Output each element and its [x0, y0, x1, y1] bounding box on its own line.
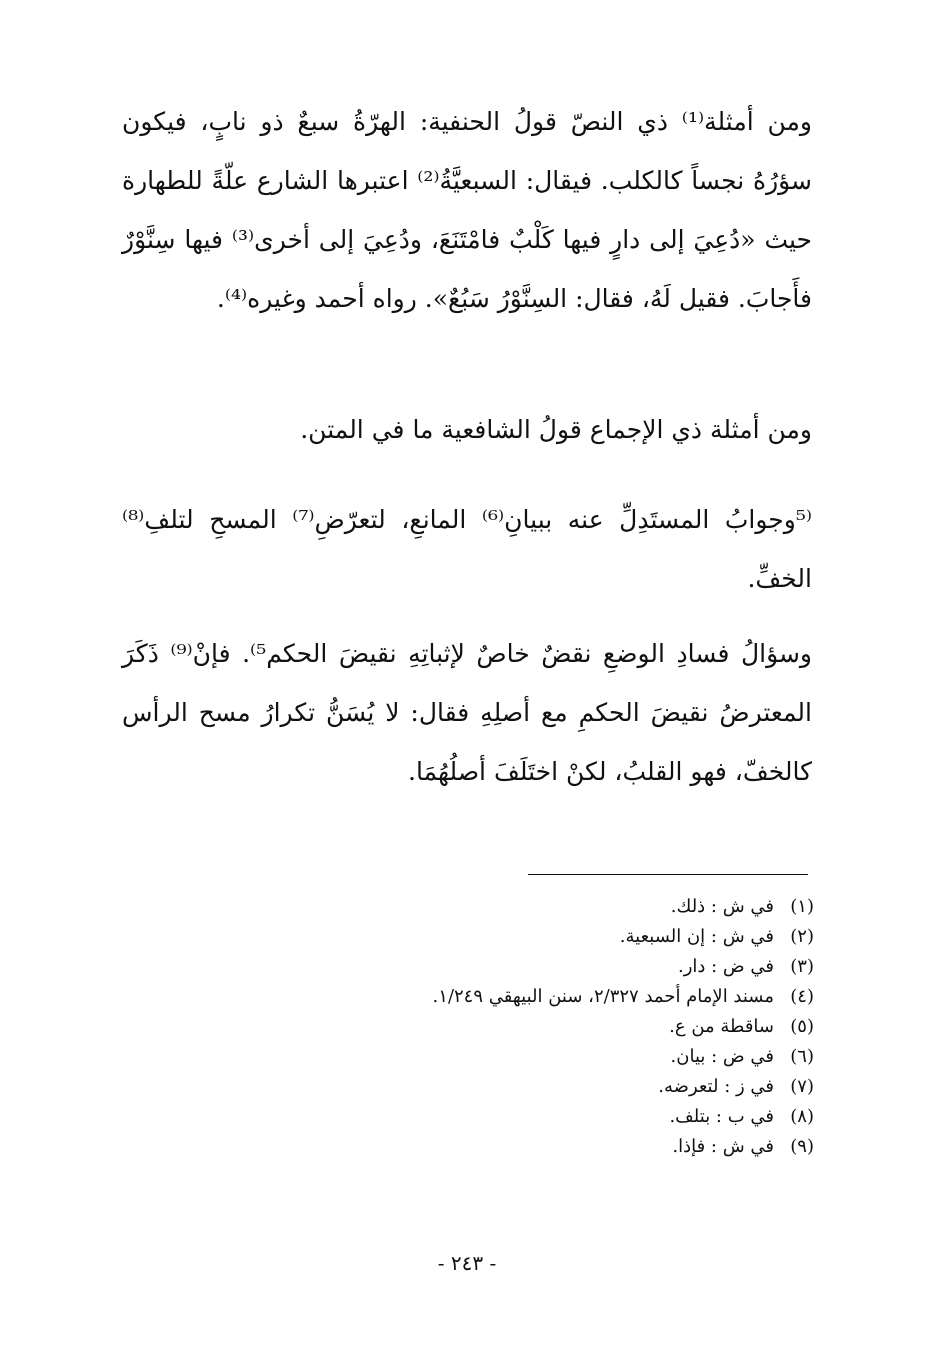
footnote-item	[194, 1132, 814, 1162]
footnote-item	[194, 1042, 814, 1072]
footnote-text: ساقطة من ع.	[669, 1016, 774, 1037]
footnote-number: (٣)	[790, 956, 814, 977]
footnote-number: (٤)	[790, 986, 814, 1007]
page-number: - ٢٤٣ -	[437, 1251, 497, 1275]
footnote-item	[194, 952, 814, 982]
footnote-number: (٩)	[790, 1136, 814, 1157]
footnote-item	[194, 1072, 814, 1102]
footnote-number: (٥)	[790, 1016, 814, 1037]
footnote-text: في ب : بتلف.	[669, 1106, 774, 1127]
footnote-text: في ض : بيان.	[670, 1046, 774, 1067]
footnote-text: في ض : دار.	[677, 956, 774, 977]
footnote-number: (٨)	[790, 1106, 814, 1127]
footnote-number: (٢)	[790, 926, 814, 947]
footnote-number: (٧)	[790, 1076, 814, 1097]
footnote-item	[194, 892, 814, 922]
footnotes-list	[194, 892, 814, 1162]
paragraph-examples-text: ومن أمثلة⁽¹⁾ ذي النصّ قولُ الحنفية: الهرّةُ سبعٌ ذو نابٍ، فيكون سؤرُهُ نجساً كالكلب. فيقال: السبعيَّةُ⁽²⁾ اعتبرها الشارع علّةً للطهارة حيث «دُعِيَ إلى دارٍ فيها كَلْبٌ فامْتَنَعَ، ودُعِيَ إلى أخرى⁽³⁾ فيها سِنَّوْرٌ فأَجابَ. فقيل لَهُ، فقال: السِنَّوْرُ سَبُعٌ». رواه أحمد وغيره⁽⁴⁾.	[122, 107, 812, 313]
paragraph-answer: ⁽⁵وجوابُ المستَدِلِّ عنه ببيانِ⁽⁶⁾ المانعِ، لتعرّضِ⁽⁷⁾ المسحِ لتلفِ⁽⁸⁾ الخفِّ.	[122, 505, 812, 593]
paragraph-corruption-of-position: وسؤالُ فسادِ الوضعِ نقضٌ خاصٌ لإثباتِهِ نقيضَ الحكم⁵⁾. فإنْ⁽⁹⁾ ذَكَرَ المعترضُ نقيضَ الحكمِ مع أصلِهِ فقال: لا يُسَنُّ تكرارُ مسح الرأس كالخفّ، فهو القلبُ، لكنْ اختَلَفَ أصلُهُمَا.	[122, 639, 813, 786]
footnote-item	[194, 982, 814, 1012]
footnote-number: (٦)	[790, 1046, 814, 1067]
footnote-text: في ز : لتعرضه.	[658, 1076, 774, 1097]
footnote-text: في ش : فإذا.	[672, 1136, 774, 1157]
footnote-number: (١)	[790, 896, 814, 917]
footnote-item	[194, 922, 814, 952]
footnote-divider	[528, 874, 808, 875]
footnote-item	[194, 1012, 814, 1042]
footnote-text: في ش : إن السبعية.	[619, 926, 774, 947]
footnote-text: مسند الإمام أحمد ٢/٣٢٧، سنن البيهقي ١/٢٤٩.	[432, 986, 774, 1007]
footnote-item	[194, 1102, 814, 1132]
paragraph-examples-ijma: ومن أمثلة ذي الإجماع قولُ الشافعية ما في المتن.	[300, 415, 812, 444]
footnote-text: في ش : ذلك.	[670, 896, 774, 917]
